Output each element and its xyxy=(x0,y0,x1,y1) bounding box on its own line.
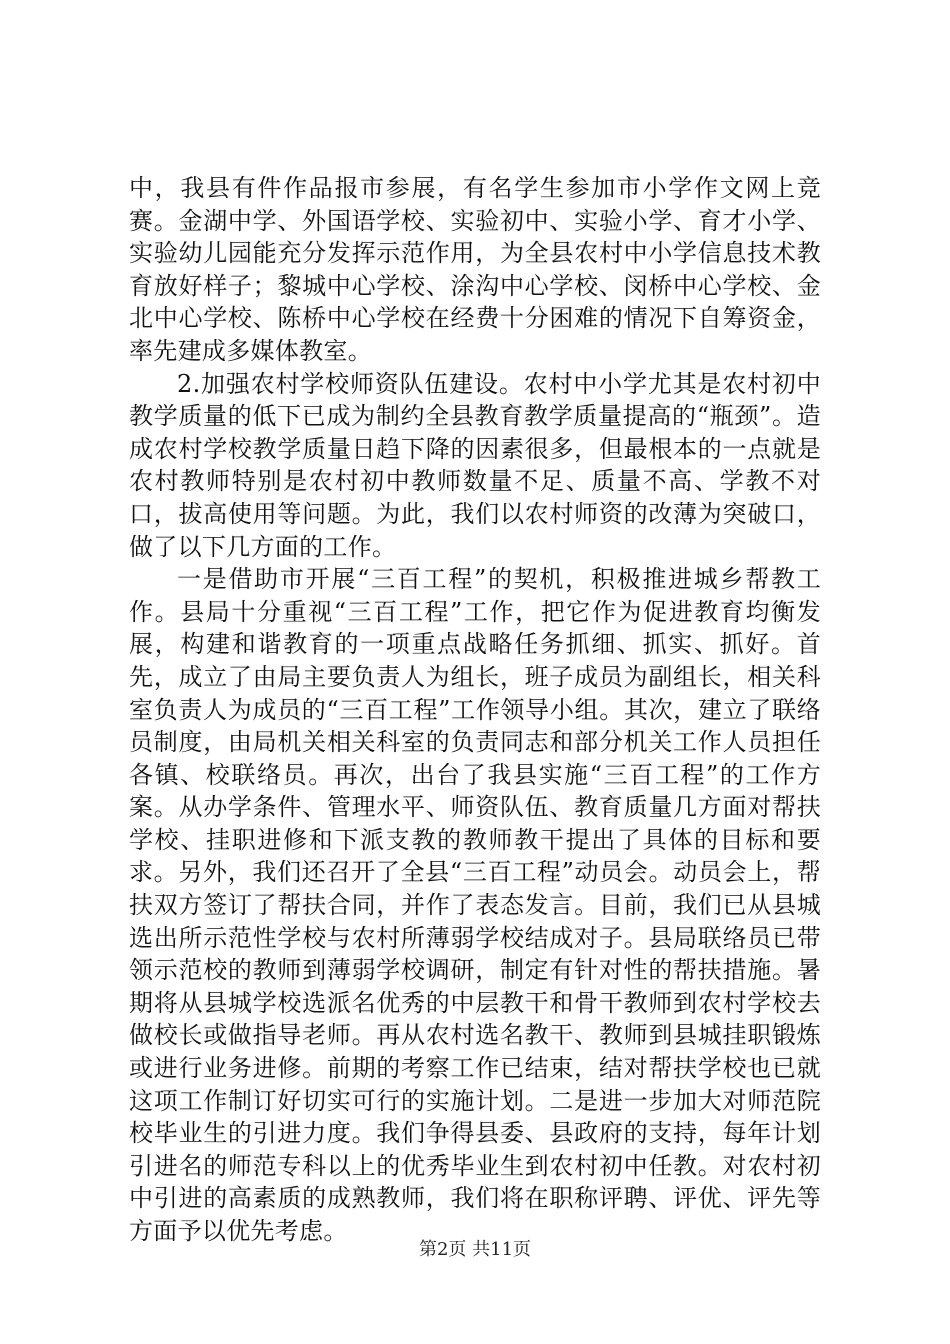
page-number-footer: 第2页 共11页 xyxy=(418,1239,532,1260)
paragraph-continuation: 中，我县有件作品报市参展，有名学生参加市小学作文网上竞赛。金湖中学、外国语学校、实验初中、实验小学、育才小学、实验幼儿园能充分发挥示范作用，为全县农村中小学信息技术教育放好样子；黎城中心学校、涂沟中心学校、闵桥中心学校、金北中心学校、陈桥中心学校在经费十分困难的情况下自筹资金，率先建成多媒体教室。 xyxy=(129,174,821,365)
document-body xyxy=(129,172,821,1248)
paragraph-three-hundred-project: 一是借助市开展“三百工程”的契机，积极推进城乡帮教工作。县局十分重视“三百工程”工作，把它作为促进教育均衡发展，构建和谐教育的一项重点战略任务抓细、抓实、抓好。首先，成立了由局主要负责人为组长，班子成员为副组长，相关科室负责人为成员的“三百工程”工作领导小组。其次，建立了联络员制度，由局机关相关科室的负责同志和部分机关工作人员担任各镇、校联络员。再次，出台了我县实施“三百工程”的工作方案。从办学条件、管理水平、师资队伍、教育质量几方面对帮扶学校、挂职进修和下派支教的教师教干提出了具体的目标和要求。另外，我们还召开了全县“三百工程”动员会。动员会上，帮扶双方签订了帮扶合同，并作了表态发言。目前，我们已从县城选出所示范性学校与农村所薄弱学校结成对子。县局联络员已带领示范校的教师到薄弱学校调研，制定有针对性的帮扶措施。暑期将从县城学校选派名优秀的中层教干和骨干教师到农村学校去做校长或做指导老师。再从农村选名教干、教师到县城挂职锻炼或进行业务进修。前期的考察工作已结束，结对帮扶学校也已就这项工作制订好切实可行的实施计划。二是进一步加大对师范院校毕业生的引进力度。我们争得县委、县政府的支持，每年计划引进名的师范专科以上的优秀毕业生到农村初中任教。对农村初中引进的高素质的成熟教师，我们将在职称评聘、评优、评先等方面予以优先考虑。 xyxy=(129,565,821,1245)
paragraph-teacher-team: 2.加强农村学校师资队伍建设。农村中小学尤其是农村初中教学质量的低下已成为制约全县教育教学质量提高的“瓶颈”。造成农村学校教学质量日趋下降的因素很多，但最根本的一点就是农村教师特别是农村初中教师数量不足、质量不高、学教不对口，拔高使用等问题。为此，我们以农村师资的改薄为突破口，做了以下几方面的工作。 xyxy=(129,369,821,561)
